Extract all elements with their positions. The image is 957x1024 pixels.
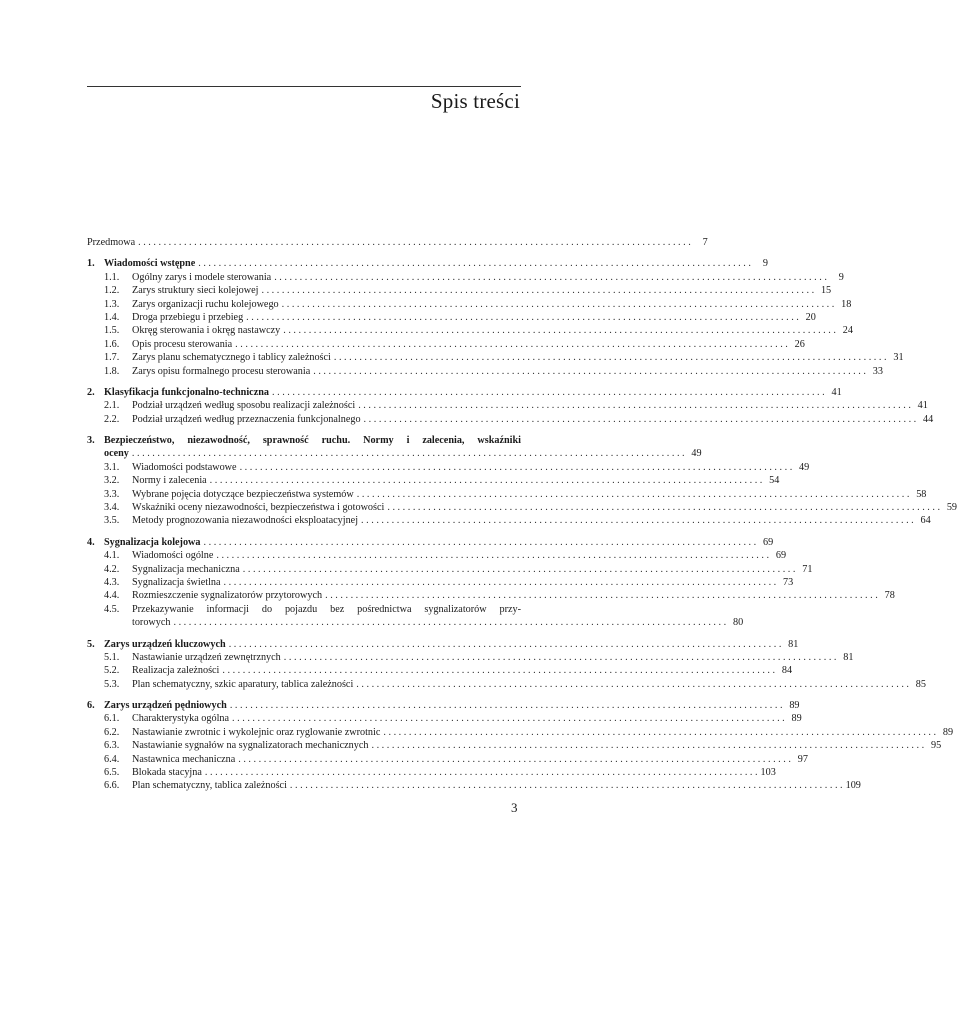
entry-page: 54 bbox=[769, 475, 780, 487]
leader-dots bbox=[204, 536, 757, 549]
entry-page: 9 bbox=[762, 258, 768, 270]
chapter-title: Zarys urządzeń pędniowych bbox=[104, 700, 227, 712]
toc-section-2-1[interactable] bbox=[87, 399, 928, 412]
section-title: Ogólny zarys i modele sterowania bbox=[132, 271, 272, 283]
chapter-title: Zarys urządzeń kluczowych bbox=[104, 638, 226, 650]
section-number: 4.1. bbox=[104, 550, 120, 562]
section-title: Nastawnica mechaniczna bbox=[132, 753, 236, 765]
entry-page: 41 bbox=[917, 400, 928, 412]
toc-section-1-1[interactable] bbox=[87, 271, 844, 284]
section-number: 1.5. bbox=[104, 325, 120, 337]
entry-page: 69 bbox=[762, 536, 774, 548]
leader-dots bbox=[334, 351, 887, 364]
entry-page: 84 bbox=[781, 665, 793, 677]
chapter-title: Sygnalizacja kolejowa bbox=[104, 536, 201, 548]
leader-dots bbox=[284, 651, 837, 664]
leader-dots bbox=[383, 726, 936, 739]
toc-section-4-3[interactable] bbox=[87, 576, 794, 589]
toc-chapter-4[interactable] bbox=[87, 536, 774, 549]
section-title: Rozmieszczenie sygnalizatorów przytorowych bbox=[132, 590, 323, 602]
section-title: Wybrane pojęcia dotyczące bezpieczeństwa systemów bbox=[132, 488, 354, 500]
entry-page: 80 bbox=[732, 617, 744, 629]
chapter-number: 3. bbox=[87, 435, 95, 447]
chapter-number: 5. bbox=[87, 638, 95, 650]
leader-dots bbox=[356, 678, 909, 691]
entry-page: 89 bbox=[791, 713, 802, 725]
leader-dots bbox=[358, 399, 911, 412]
leader-dots bbox=[283, 324, 836, 337]
chapter-number: 6. bbox=[87, 700, 95, 712]
toc-section-4-5-continuation[interactable] bbox=[87, 616, 744, 629]
leader-dots bbox=[261, 284, 814, 297]
section-number: 6.3. bbox=[104, 740, 120, 752]
leader-dots bbox=[198, 257, 751, 270]
chapter-title: Wiadomości wstępne bbox=[104, 258, 196, 270]
section-title: Charakterystyka ogólna bbox=[132, 713, 230, 725]
entry-page: 49 bbox=[799, 461, 810, 473]
leader-dots bbox=[235, 338, 788, 351]
leader-dots bbox=[222, 664, 775, 677]
leader-dots bbox=[240, 461, 793, 474]
entry-page: 24 bbox=[842, 325, 853, 337]
entry-page: 73 bbox=[783, 576, 794, 588]
entry-page: 31 bbox=[893, 352, 904, 364]
leader-dots bbox=[246, 311, 799, 324]
section-title: Nastawianie urządzeń zewnętrznych bbox=[132, 651, 281, 663]
section-title: Okręg sterowania i okręg nastawczy bbox=[132, 325, 281, 337]
entry-page: 26 bbox=[794, 338, 805, 350]
toc-section-5-2[interactable] bbox=[87, 664, 793, 677]
toc-section-3-5[interactable] bbox=[87, 514, 931, 527]
toc-entry-preface[interactable] bbox=[87, 236, 708, 249]
section-title: Podział urządzeń według sposobu realizacji zależności bbox=[132, 400, 356, 412]
section-number: 1.3. bbox=[104, 298, 120, 310]
page-title: Spis treści bbox=[430, 89, 520, 113]
section-title: Zarys struktury sieci kolejowej bbox=[132, 285, 259, 297]
chapter-number: 4. bbox=[87, 536, 95, 548]
chapter-number: 2. bbox=[87, 386, 95, 398]
section-number: 6.5. bbox=[104, 767, 120, 779]
header-rule bbox=[87, 86, 521, 87]
entry-page: 44 bbox=[923, 413, 934, 425]
chapter-title-line-2: oceny bbox=[104, 448, 129, 460]
toc-section-1-6[interactable] bbox=[87, 338, 805, 351]
entry-page: 59 bbox=[946, 502, 957, 514]
section-number: 1.6. bbox=[104, 338, 120, 350]
section-title: Opis procesu sterowania bbox=[132, 338, 233, 350]
section-number: 4.2. bbox=[104, 563, 120, 575]
entry-page: 41 bbox=[831, 386, 842, 398]
toc-section-3-2[interactable] bbox=[87, 474, 780, 487]
leader-dots bbox=[224, 576, 777, 589]
table-of-contents bbox=[87, 236, 957, 793]
toc-section-2-2[interactable] bbox=[87, 413, 934, 426]
entry-page: 64 bbox=[920, 515, 931, 527]
toc-chapter-1[interactable] bbox=[87, 257, 768, 270]
toc-section-5-3[interactable] bbox=[87, 678, 926, 691]
leader-dots bbox=[138, 236, 691, 249]
section-number: 2.1. bbox=[104, 400, 120, 412]
section-title-line-2: torowych bbox=[132, 617, 171, 629]
leader-dots bbox=[229, 638, 782, 651]
entry-page: 71 bbox=[802, 563, 813, 575]
section-number: 1.1. bbox=[104, 271, 120, 283]
section-number: 3.2. bbox=[104, 475, 120, 487]
section-number: 1.2. bbox=[104, 285, 120, 297]
leader-dots bbox=[282, 298, 835, 311]
section-title: Nastawianie zwrotnic i wykolejnic oraz ryglowanie zwrotnic bbox=[132, 726, 381, 738]
leader-dots bbox=[357, 488, 910, 501]
leader-dots bbox=[364, 413, 917, 426]
section-number: 4.5. bbox=[104, 603, 120, 615]
section-number: 2.2. bbox=[104, 413, 120, 425]
chapter-number: 1. bbox=[87, 258, 95, 270]
section-title-line-1: Przekazywanie informacji do pojazdu bez pośrednictwa sygnalizatorów przy- bbox=[132, 603, 521, 615]
toc-section-3-4[interactable] bbox=[87, 501, 957, 514]
section-number: 1.7. bbox=[104, 352, 120, 364]
entry-page: 81 bbox=[843, 651, 854, 663]
section-number: 6.1. bbox=[104, 713, 120, 725]
toc-section-1-7[interactable] bbox=[87, 351, 904, 364]
toc-section-3-3[interactable] bbox=[87, 488, 927, 501]
toc-section-4-4[interactable] bbox=[87, 589, 895, 602]
section-number: 6.2. bbox=[104, 726, 120, 738]
section-title: Sygnalizacja świetlna bbox=[132, 576, 221, 588]
entry-page: 9 bbox=[838, 271, 844, 283]
section-title: Nastawianie sygnałów na sygnalizatorach mechanicznych bbox=[132, 740, 369, 752]
leader-dots bbox=[290, 779, 843, 792]
section-number: 4.3. bbox=[104, 576, 120, 588]
section-title: Plan schematyczny, szkic aparatury, tablica zależności bbox=[132, 678, 354, 690]
toc-section-4-5[interactable] bbox=[87, 603, 521, 616]
toc-section-6-2[interactable] bbox=[87, 726, 954, 739]
leader-dots bbox=[238, 753, 791, 766]
leader-dots bbox=[210, 474, 763, 487]
toc-section-4-1[interactable] bbox=[87, 549, 787, 562]
section-title: Wiadomości ogólne bbox=[132, 550, 214, 562]
leader-dots bbox=[313, 365, 866, 378]
section-title: Plan schematyczny, tablica zależności bbox=[132, 780, 287, 792]
toc-section-3-1[interactable] bbox=[87, 461, 810, 474]
toc-chapter-2[interactable] bbox=[87, 386, 842, 399]
entry-page: 81 bbox=[788, 638, 799, 650]
entry-page: 7 bbox=[702, 236, 708, 248]
section-number: 3.3. bbox=[104, 488, 120, 500]
section-title: Normy i zalecenia bbox=[132, 475, 207, 487]
section-number: 5.2. bbox=[104, 665, 120, 677]
entry-page: 97 bbox=[797, 753, 808, 765]
leader-dots bbox=[325, 589, 878, 602]
entry-page: 20 bbox=[805, 311, 816, 323]
entry-page: 89 bbox=[789, 700, 800, 712]
entry-page: 15 bbox=[820, 285, 832, 297]
section-title: Wiadomości podstawowe bbox=[132, 461, 237, 473]
section-number: 3.5. bbox=[104, 515, 120, 527]
leader-dots bbox=[371, 739, 924, 752]
section-title: Blokada stacyjna bbox=[132, 767, 202, 779]
entry-page: 89 bbox=[942, 726, 954, 738]
chapter-title-line-1: Bezpieczeństwo, niezawodność, sprawność ruchu. Normy i zalecenia, wskaźniki bbox=[104, 435, 521, 447]
toc-section-6-4[interactable] bbox=[87, 753, 808, 766]
toc-section-6-3[interactable] bbox=[87, 739, 942, 752]
section-title: Zarys organizacji ruchu kolejowego bbox=[132, 298, 279, 310]
toc-section-1-2[interactable] bbox=[87, 284, 832, 297]
entry-page: 33 bbox=[872, 365, 883, 377]
leader-dots bbox=[274, 271, 827, 284]
leader-dots bbox=[361, 514, 914, 527]
entry-page: 18 bbox=[841, 298, 852, 310]
section-number: 4.4. bbox=[104, 590, 120, 602]
entry-title: Przedmowa bbox=[87, 236, 136, 248]
toc-chapter-5[interactable] bbox=[87, 638, 799, 651]
section-number: 5.1. bbox=[104, 651, 120, 663]
section-number: 6.6. bbox=[104, 780, 120, 792]
entry-page: 58 bbox=[916, 488, 927, 500]
toc-chapter-3[interactable] bbox=[87, 434, 521, 447]
toc-section-1-4[interactable] bbox=[87, 311, 816, 324]
leader-dots bbox=[205, 766, 758, 779]
leader-dots bbox=[132, 447, 685, 460]
page-number: 3 bbox=[511, 800, 518, 815]
toc-section-1-5[interactable] bbox=[87, 324, 853, 337]
section-number: 1.4. bbox=[104, 311, 120, 323]
leader-dots bbox=[387, 501, 940, 514]
section-number: 3.1. bbox=[104, 461, 120, 473]
section-number: 3.4. bbox=[104, 502, 120, 514]
section-number: 6.4. bbox=[104, 753, 120, 765]
section-title: Wskaźniki oceny niezawodności, bezpieczeństwa i gotowości bbox=[132, 502, 385, 514]
toc-section-6-6[interactable] bbox=[87, 779, 861, 792]
chapter-title: Klasyfikacja funkcjonalno-techniczna bbox=[104, 386, 269, 398]
section-title: Sygnalizacja mechaniczna bbox=[132, 563, 240, 575]
entry-page: 78 bbox=[884, 590, 895, 602]
leader-dots bbox=[232, 712, 785, 725]
toc-section-6-1[interactable] bbox=[87, 713, 802, 726]
entry-page: 49 bbox=[691, 448, 702, 460]
entry-page: 109 bbox=[845, 780, 861, 792]
toc-section-4-2[interactable] bbox=[87, 563, 813, 576]
section-title: Zarys opisu formalnego procesu sterowania bbox=[132, 365, 311, 377]
entry-page: 69 bbox=[775, 550, 787, 562]
toc-section-5-1[interactable] bbox=[87, 651, 854, 664]
toc-section-6-5[interactable] bbox=[87, 766, 776, 779]
toc-section-1-8[interactable] bbox=[87, 365, 883, 378]
section-title: Realizacja zależności bbox=[132, 665, 220, 677]
leader-dots bbox=[173, 616, 726, 629]
section-title: Metody prognozowania niezawodności eksploatacyjnej bbox=[132, 515, 359, 527]
leader-dots bbox=[243, 563, 796, 576]
entry-page: 85 bbox=[915, 678, 926, 690]
section-title: Podział urządzeń według przeznaczenia funkcjonalnego bbox=[132, 413, 361, 425]
toc-section-1-3[interactable] bbox=[87, 298, 852, 311]
toc-chapter-3-continuation[interactable] bbox=[87, 447, 702, 460]
entry-page: 103 bbox=[760, 767, 776, 779]
section-title: Zarys planu schematycznego i tablicy zależności bbox=[132, 352, 331, 364]
toc-chapter-6[interactable] bbox=[87, 699, 800, 712]
entry-page: 95 bbox=[930, 740, 942, 752]
section-title: Droga przebiegu i przebieg bbox=[132, 311, 244, 323]
section-number: 5.3. bbox=[104, 678, 120, 690]
leader-dots bbox=[216, 549, 769, 562]
leader-dots bbox=[230, 699, 783, 712]
section-number: 1.8. bbox=[104, 365, 120, 377]
leader-dots bbox=[272, 386, 825, 399]
